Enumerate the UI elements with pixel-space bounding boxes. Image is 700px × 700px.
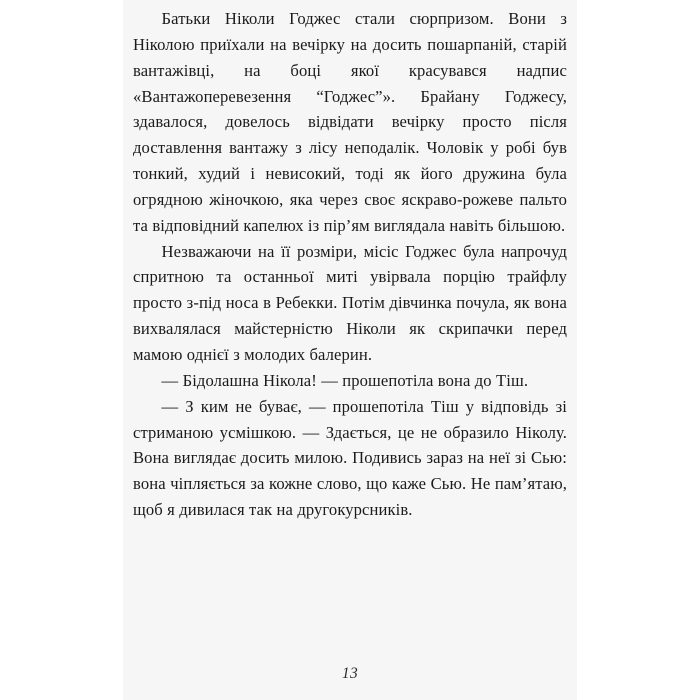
page-text-body [133,6,567,523]
page-number: 13 [341,665,359,682]
paragraph-2: Незважаючи на її розміри, місіс Годжес була напрочуд спритною та останньої миті увірвала порцію трайфлу просто з-під носа в Ребекки. Потім дівчинка почула, як вона вихвалялася майстерністю Ніколи як скрипачки перед мамою однієї з молодих балерин. [133,241,567,364]
paragraph-3: — Бідолашна Нікола! — прошепотіла вона до Тіш. [161,370,529,390]
paragraph-4: — З ким не буває, — прошепотіла Тіш у відповідь зі стриманою усмішкою. — Здається, це не образило Ніколу. Вона виглядає досить милою. Подивись зараз на неї зі Сью: вона чіпляється за кожне слово, що каже Сью. Не пам’ятаю, щоб я дивилася так на другокурсників. [133,396,567,520]
paragraph-1: Батьки Ніколи Годжес стали сюрпризом. Вони з Ніколою приїхали на вечірку на досить пошарпаній, старій вантажівці, на боці якої красувався надпис «Вантажоперевезення “Годжес”». Брайану Годжесу, здавалося, довелось відвідати вечірку просто після доставлення вантажу з лісу неподалік. Чоловік у робі був тонкий, худий і невисокий, тоді як його дружина була огрядною жіночкою, яка через своє яскраво-рожеве пальто та відповідний капелюх із пір’ям виглядала навіть більшою. [133,9,567,235]
book-page [123,0,577,700]
